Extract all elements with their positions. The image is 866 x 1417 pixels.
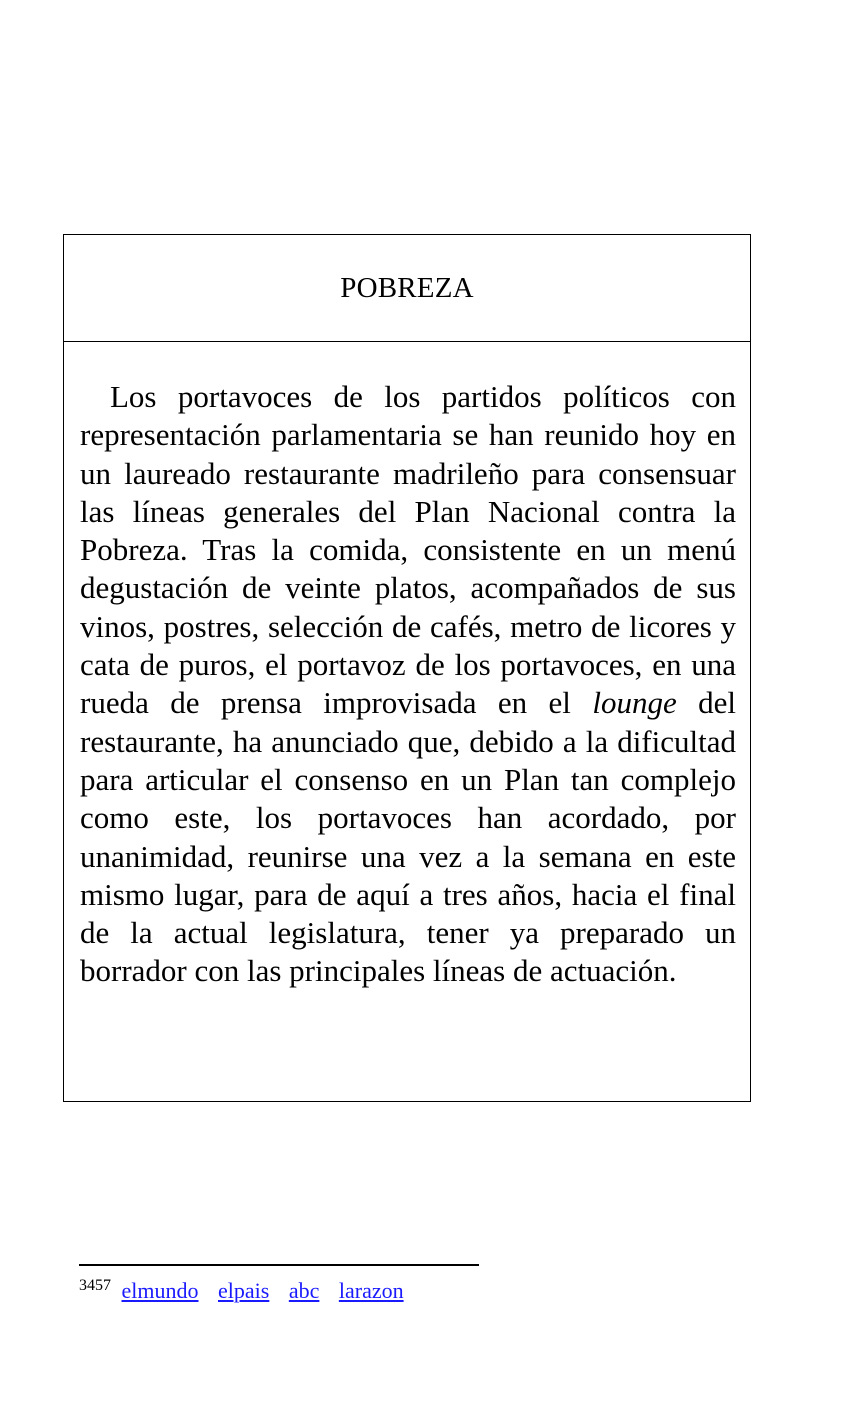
footnote-number: 3457 [79,1277,111,1294]
footnote-link-larazon[interactable]: larazon [338,1278,404,1303]
body-text-part-2: del restaurante, ha anunciado que, debido a la dificultad para articular el consenso en un Plan tan complejo como este, los portavoces han acordado, por unanimidad, reunirse una vez a la semana en este mismo lugar, para de aquí a tres años, hacia el final de la actual legislatura, tener ya preparado un borrador con las principales líneas de actuación. [80,685,736,989]
article-title: POBREZA [340,271,474,304]
body-text-part-1: Los portavoces de los partidos políticos con representación parlamentaria se han reunido hoy en un laureado restaurante madrileño para consensuar las líneas generales del Plan Nacional contra la Pobreza. Tras la comida, consistente en un menú degustación de veinte platos, acompañados de sus vinos, postres, selección de cafés, metro de licores y cata de puros, el portavoz de los portavoces, en una rueda de prensa improvisada en el [80,379,736,721]
footnote [79,1278,418,1304]
article-box [63,234,751,1102]
footnote-divider [79,1264,479,1266]
footnote-link-elpais[interactable]: elpais [218,1278,270,1303]
title-row [64,235,750,342]
article-body [80,378,736,991]
footnote-link-elmundo[interactable]: elmundo [121,1278,199,1303]
italic-word: lounge [592,685,677,721]
footnote-link-abc[interactable]: abc [288,1278,320,1303]
